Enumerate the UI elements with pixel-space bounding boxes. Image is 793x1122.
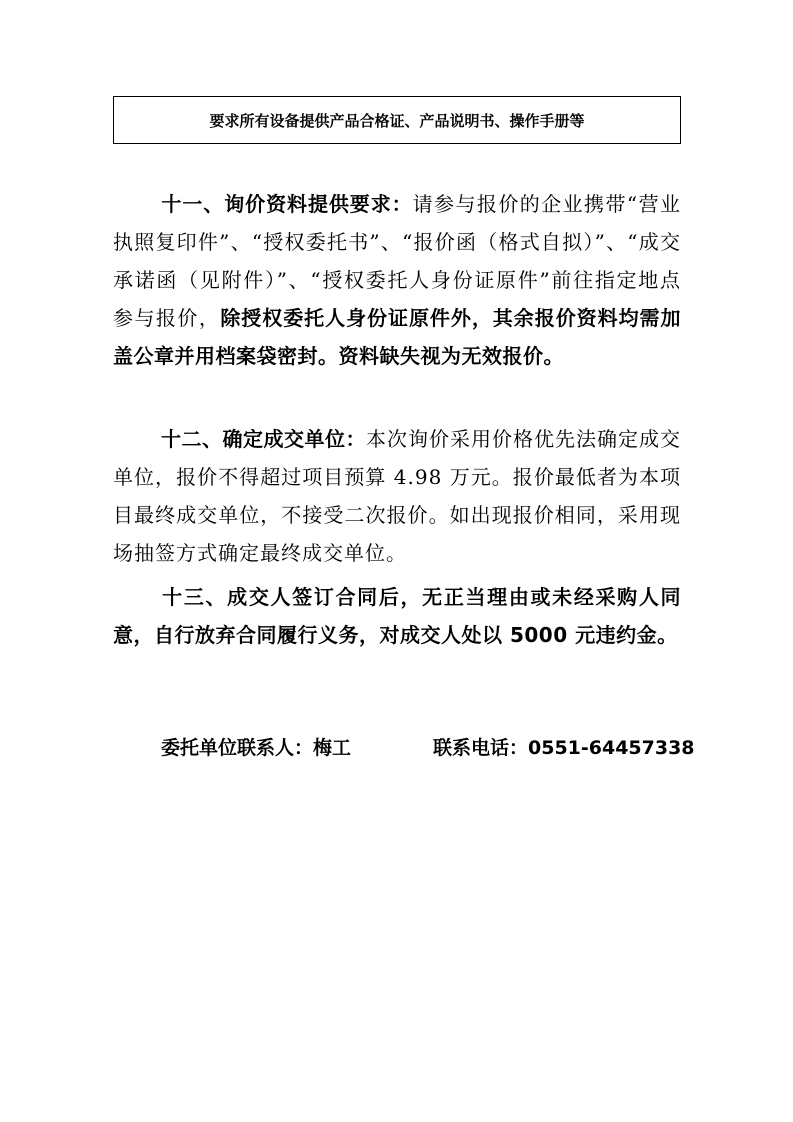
section-12-body: 本次询价采用价格优先法确定成交单位，报价不得超过项目预算 4.98 万元。报价最低者为本项目最终成交单位，不接受二次报价。如出现报价相同，采用现场抽签方式确定最终成交单位。 xyxy=(113,427,681,565)
requirement-box-text: 要求所有设备提供产品合格证、产品说明书、操作手册等 xyxy=(209,111,585,130)
section-11-bold-note: 除授权委托人身份证原件外，其余报价资料均需加盖公章并用档案袋密封。资料缺失视为无效报价。 xyxy=(113,306,682,368)
section-12-paragraph xyxy=(113,420,681,572)
section-11-heading: 十一、询价资料提供要求： xyxy=(161,192,413,216)
contact-phone: 联系电话：0551-64457338 xyxy=(433,737,695,759)
section-11-paragraph xyxy=(113,185,681,375)
section-12-heading: 十二、确定成交单位： xyxy=(161,427,366,451)
requirement-box xyxy=(113,96,681,144)
section-13-text: 十三、成交人签订合同后，无正当理由或未经采购人同意，自行放弃合同履行义务，对成交人处以 5000 元违约金。 xyxy=(113,585,681,647)
contact-person: 委托单位联系人：梅工 xyxy=(161,737,352,759)
section-13-paragraph xyxy=(113,578,681,654)
section-11-body: 请参与报价的企业携带“营业执照复印件”、“授权委托书”、“报价函（格式自拟）”、“成交承诺函（见附件）”、“授权委托人身份证原件”前往指定地点参与报价， xyxy=(113,192,682,330)
